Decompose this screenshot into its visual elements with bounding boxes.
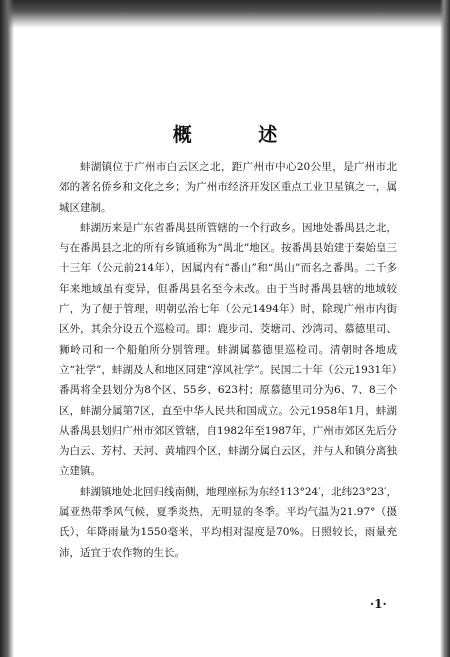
scan-shadow-top — [0, 0, 450, 28]
scan-shadow-left — [0, 0, 14, 657]
paragraph: 蚌湖历来是广东省番禺县所管辖的一个行政乡。因地处番禺县之北，与在番禺县之北的所有乡镇通称为“禺北”地区。按番禺县始建于秦始皇三十三年（公元前214年），因属内有“番山”和“禺山”而名之番禺。二千多年来地域虽有变异，但番禺县名至今未改。由于当时番禺县辖的地域较广，为了便于管理，明朝弘治七年（公元1494年）时，除现广州市内街区外，其余分设五个巡检司。即：鹿步司、茭塘司、沙湾司、慕德里司、狮岭司和一个船舶所分别管理。蚌湖属慕德里巡检司。清朝时各地成立“社学”，蚌湖及人和地区同建“淳风社学”。民国二十年（公元1931年）番禺将全县划分为8个区、55乡、623村；原慕德里司分为6、7、8三个区，蚌湖分属第7区，直至中华人民共和国成立。公元1958年1月，蚌湖从番禺县划归广州市郊区管辖，自1982年至1987年，广州市郊区先后分为白云、芳村、天河、黄埔四个区，蚌湖分属白云区，并与人和镇分离独立建镇。 — [59, 221, 397, 478]
page-title: 概 述 — [172, 124, 308, 146]
paragraph: 蚌湖镇地处北回归线南侧，地理座标为东经113°24′，北纬23°23′，属亚热带季风气候，夏季炎热，无明显的冬季。平均气温为21.97°（摄氏），年降雨量为1550毫米，平均相对湿度是70%。日照较长，雨量充沛，适宜于农作物的生长。 — [59, 485, 397, 559]
body-text — [59, 157, 397, 563]
paragraph: 蚌湖镇位于广州市白云区之北，距广州市中心20公里，是广州市北郊的著名侨乡和文化之乡；为广州市经济开发区重点工业卫星镇之一，属城区建制。 — [59, 161, 397, 214]
scan-shadow-right — [440, 0, 450, 657]
page-number: ·1· — [370, 597, 387, 611]
